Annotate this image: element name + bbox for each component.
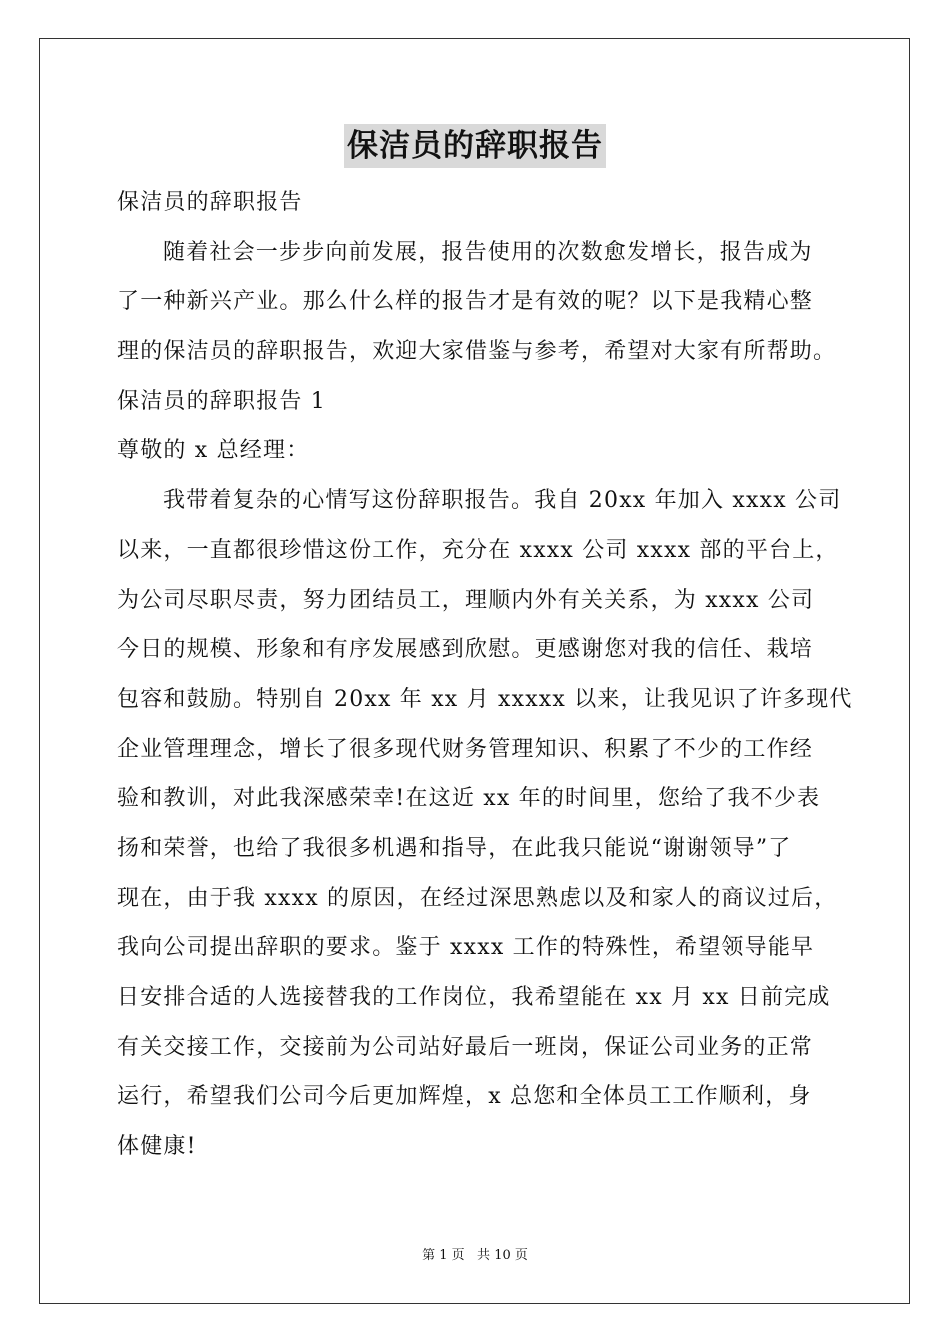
text-line: 以来，一直都很珍惜这份工作，充分在 xxxx 公司 xxxx 部的平台上， (117, 537, 839, 563)
text-line: 保洁员的辞职报告 (117, 190, 303, 215)
text-line: 了一种新兴产业。那么什么样的报告才是有效的呢？以下是我精心整 (117, 289, 814, 315)
document-body (117, 178, 853, 1172)
text-line: 运行，希望我们公司今后更加辉煌，x 总您和全体员工工作顺利，身 (117, 1084, 812, 1110)
page-footer: 第 1 页 共 10 页 (422, 1248, 528, 1263)
text-line: 尊敬的 x 总经理： (117, 438, 310, 464)
text-line: 理的保洁员的辞职报告，欢迎大家借鉴与参考，希望对大家有所帮助。 (117, 339, 837, 365)
text-line: 企业管理理念，增长了很多现代财务管理知识、积累了不少的工作经 (117, 736, 814, 762)
title-container (0, 124, 950, 168)
text-line: 我带着复杂的心情写这份辞职报告。我自 20xx 年加入 xxxx 公司 (163, 488, 842, 514)
text-line: 扬和荣誉，也给了我很多机遇和指导，在此我只能说“谢谢领导”了 (117, 835, 792, 861)
text-line: 日安排合适的人选接替我的工作岗位，我希望能在 xx 月 xx 日前完成 (117, 985, 831, 1010)
text-line: 包容和鼓励。特别自 20xx 年 xx 月 xxxxx 以来，让我见识了许多现代 (117, 686, 853, 712)
text-line: 今日的规模、形象和有序发展感到欣慰。更感谢您对我的信任、栽培 (117, 637, 814, 663)
text-line: 我向公司提出辞职的要求。鉴于 xxxx 工作的特殊性，希望领导能早 (117, 935, 815, 961)
text-line: 有关交接工作，交接前为公司站好最后一班岗，保证公司业务的正常 (117, 1034, 814, 1060)
text-line: 为公司尽职尽责，努力团结员工，理顺内外有关关系，为 xxxx 公司 (117, 587, 815, 613)
text-line: 体健康! (117, 1134, 197, 1160)
text-line: 保洁员的辞职报告 1 (117, 388, 326, 414)
text-line: 验和教训，对此我深感荣幸!在这近 xx 年的时间里，您给了我不少表 (117, 786, 821, 812)
text-line: 现在，由于我 xxxx 的原因，在经过深思熟虑以及和家人的商议过后， (117, 885, 838, 911)
document-title: 保洁员的辞职报告 (344, 124, 606, 168)
text-line: 随着社会一步步向前发展，报告使用的次数愈发增长，报告成为 (163, 239, 813, 265)
